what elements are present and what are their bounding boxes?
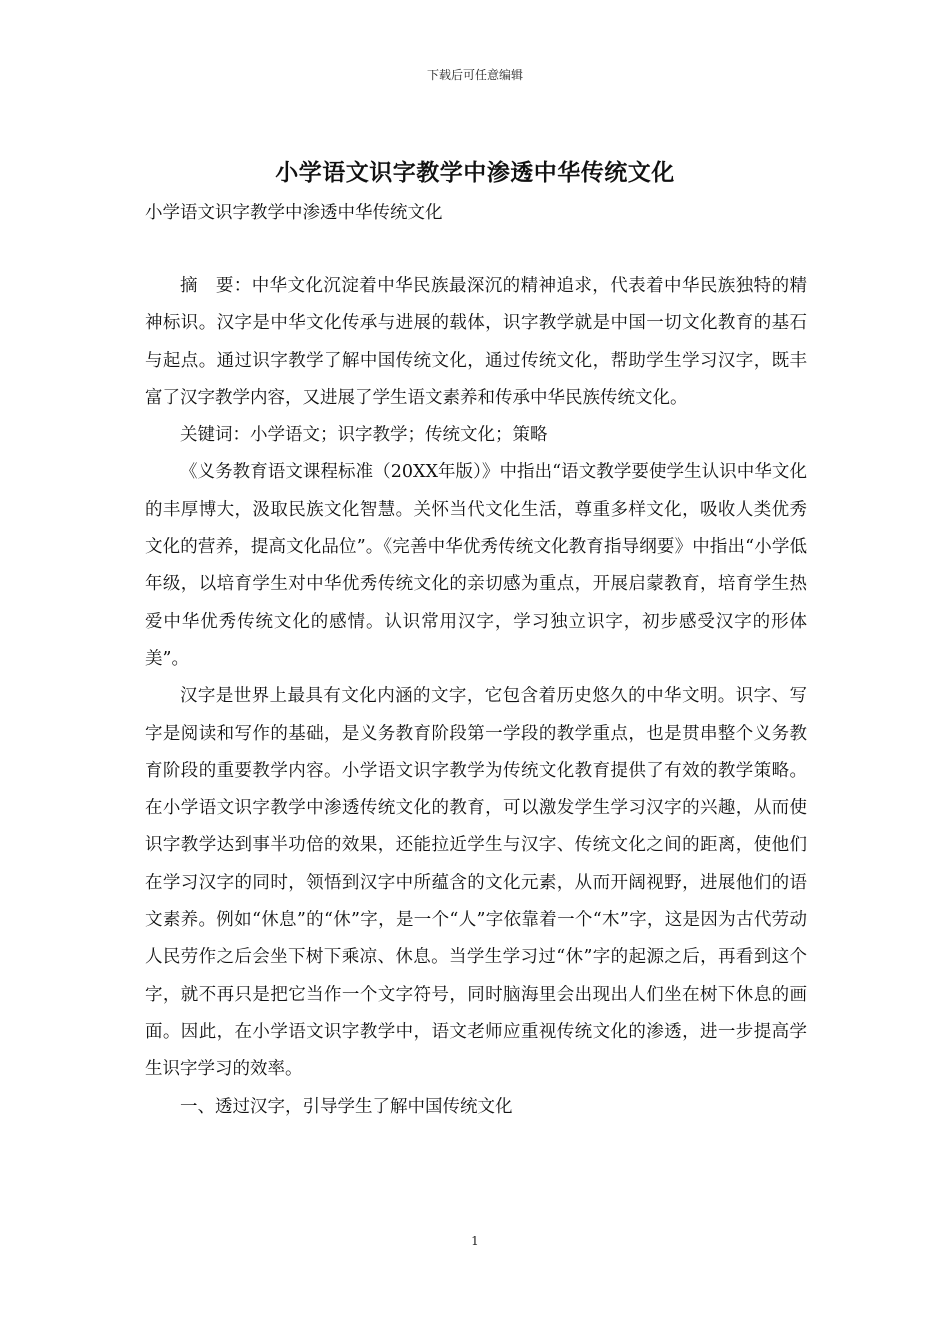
page-header: 下载后可任意编辑: [426, 68, 523, 82]
abstract-paragraph: 摘 要：中华文化沉淀着中华民族最深沉的精神追求，代表着中华民族独特的精神标识。汉字是中华文化传承与进展的载体，识字教学就是中国一切文化教育的基石与起点。通过识字教学了解中国传统文化，通过传统文化，帮助学生学习汉字，既丰富了汉字教学内容，又进展了学生语文素养和传承中华民族传统文化。: [145, 276, 807, 408]
body-paragraph: 《义务教育语文课程标准（20XX年版）》中指出“语文教学要使学生认识中华文化的丰厚博大，汲取民族文化智慧。关怀当代文化生活，尊重多样文化，吸收人类优秀文化的营养，提高文化品位”。《完善中华优秀传统文化教育指导纲要》中指出“小学低年级，以培育学生对中华优秀传统文化的亲切感为重点，开展启蒙教育，培育学生热爱中华优秀传统文化的感情。认识常用汉字，学习独立识字，初步感受汉字的形体美”。: [145, 462, 807, 669]
document-subtitle: 小学语文识字教学中渗透中华传统文化: [145, 203, 443, 223]
page-number: 1: [471, 1234, 479, 1248]
keywords-paragraph: 关键词：小学语文；识字教学；传统文化；策略: [180, 425, 548, 446]
section-heading: 一、透过汉字，引导学生了解中国传统文化: [180, 1096, 513, 1117]
body-paragraph: 汉字是世界上最具有文化内涵的文字，它包含着历史悠久的中华文明。识字、写字是阅读和写作的基础，是义务教育阶段第一学段的教学重点，也是贯串整个义务教育阶段的重要教学内容。小学语文识字教学为传统文化教育提供了有效的教学策略。在小学语文识字教学中渗透传统文化的教育，可以激发学生学习汉字的兴趣，从而使识字教学达到事半功倍的效果，还能拉近学生与汉字、传统文化之间的距离，使他们在学习汉字的同时，领悟到汉字中所蕴含的文化元素，从而开阔视野，进展他们的语文素养。例如“休息”的“休”字，是一个“人”字依靠着一个“木”字，这是因为古代劳动人民劳作之后会坐下树下乘凉、休息。当学生学习过“休”字的起源之后，再看到这个字，就不再只是把它当作一个文字符号，同时脑海里会出现出人们坐在树下休息的画面。因此，在小学语文识字教学中，语文老师应重视传统文化的渗透，进一步提高学生识字学习的效率。: [145, 686, 807, 1080]
document-body: [145, 268, 807, 1126]
document-title: 小学语文识字教学中渗透中华传统文化: [275, 160, 675, 186]
